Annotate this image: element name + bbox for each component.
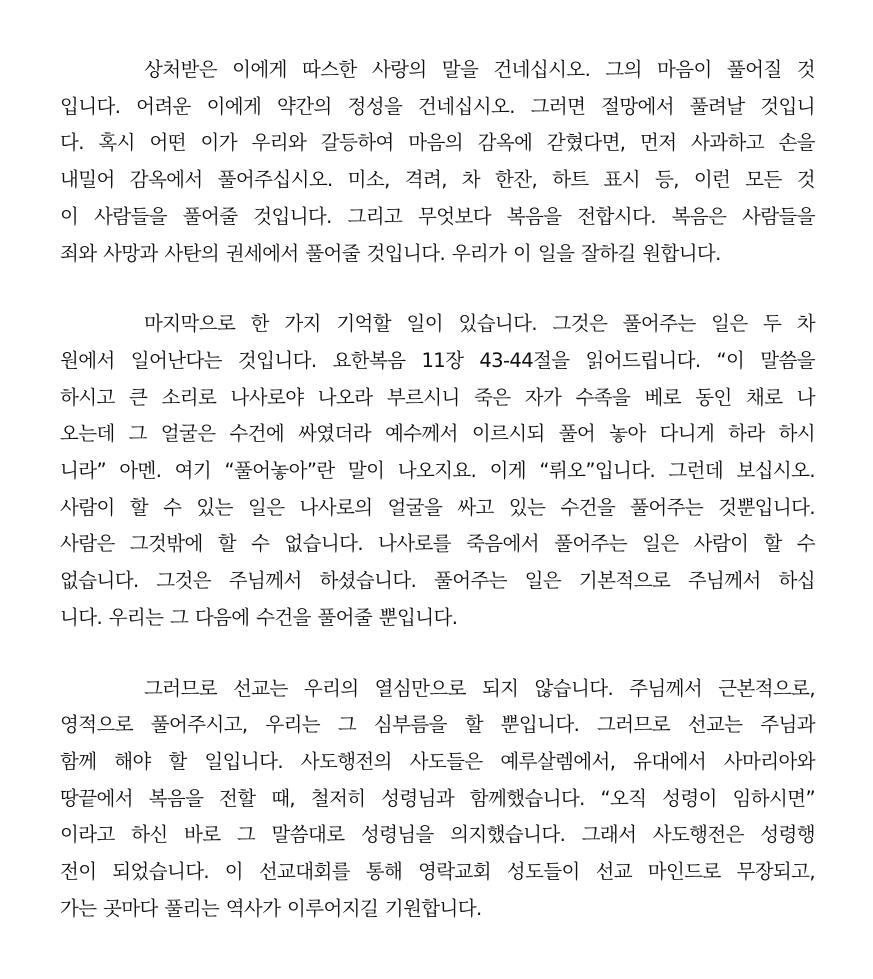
text-line: 영적으로 풀어주시고, 우리는 그 심부름을 할 뿐입니다. 그러므로 선교는 주님과 bbox=[60, 713, 815, 737]
text-line: 그러므로 선교는 우리의 열심만으로 되지 않습니다. 주님께서 근본적으로, bbox=[144, 676, 815, 700]
text-line: 다. 혹시 어떤 이가 우리와 갈등하여 마음의 감옥에 갇혔다면, 먼저 사과하고 손을 bbox=[60, 131, 815, 155]
text-line: 오는데 그 얼굴은 수건에 싸였더라 예수께서 이르시되 풀어 놓아 다니게 하라 하시 bbox=[60, 422, 815, 446]
text-line: 전이 되었습니다. 이 선교대회를 통해 영락교회 성도들이 선교 마인드로 무장되고, bbox=[60, 860, 815, 884]
paragraph-3 bbox=[60, 671, 815, 928]
text-line: 마지막으로 한 가지 기억할 일이 있습니다. 그것은 풀어주는 일은 두 차 bbox=[144, 312, 815, 336]
text-line: 상처받은 이에게 따스한 사랑의 말을 건네십시오. 그의 마음이 풀어질 것 bbox=[144, 58, 815, 81]
text-line: 땅끝에서 복음을 전할 때, 철저히 성령님과 함께했습니다. “오직 성령이 임하시면” bbox=[60, 786, 815, 810]
text-line: 가는 곳마다 풀리는 역사가 이루어지길 기원합니다. bbox=[60, 896, 482, 920]
text-line: 내밀어 감옥에서 풀어주십시오. 미소, 격려, 차 한잔, 하트 표시 등, 이런 모든 것 bbox=[60, 168, 815, 192]
text-line: 이 사람들을 풀어줄 것입니다. 그리고 무엇보다 복음을 전합시다. 복음은 사람들을 bbox=[60, 204, 815, 228]
paragraph-1 bbox=[60, 52, 815, 272]
text-line: 니다. 우리는 그 다음에 수건을 풀어줄 뿐입니다. bbox=[60, 605, 458, 629]
paragraph-2 bbox=[60, 306, 815, 636]
text-line: 함께 해야 할 일입니다. 사도행전의 사도들은 예루살렘에서, 유대에서 사마리아와 bbox=[60, 749, 815, 773]
text-line: 원에서 일어난다는 것입니다. 요한복음 11장 43-44절을 읽어드립니다. “이 말씀을 bbox=[60, 348, 815, 372]
text-line: 사람은 그것밖에 할 수 없습니다. 나사로를 죽음에서 풀어주는 일은 사람이 할 수 bbox=[60, 532, 815, 556]
text-line: 하시고 큰 소리로 나사로야 나오라 부르시니 죽은 자가 수족을 베로 동인 채로 나 bbox=[60, 385, 815, 409]
text-line: 없습니다. 그것은 주님께서 하셨습니다. 풀어주는 일은 기본적으로 주님께서 하십 bbox=[60, 569, 815, 593]
text-line: 사람이 할 수 있는 일은 나사로의 얼굴을 싸고 있는 수건을 풀어주는 것뿐입니다. bbox=[60, 495, 815, 519]
text-line: 입니다. 어려운 이에게 약간의 정성을 건네십시오. 그러면 절망에서 풀려날 것입니 bbox=[60, 94, 815, 118]
text-line: 니라” 아멘. 여기 “풀어놓아”란 말이 나오지요. 이게 “뤼오”입니다. 그런데 보십시오. bbox=[60, 459, 815, 483]
text-line: 이라고 하신 바로 그 말씀대로 성령님을 의지했습니다. 그래서 사도행전은 성령행 bbox=[60, 823, 815, 847]
text-line: 죄와 사망과 사탄의 권세에서 풀어줄 것입니다. 우리가 이 일을 잘하길 원합니다. bbox=[60, 241, 721, 265]
